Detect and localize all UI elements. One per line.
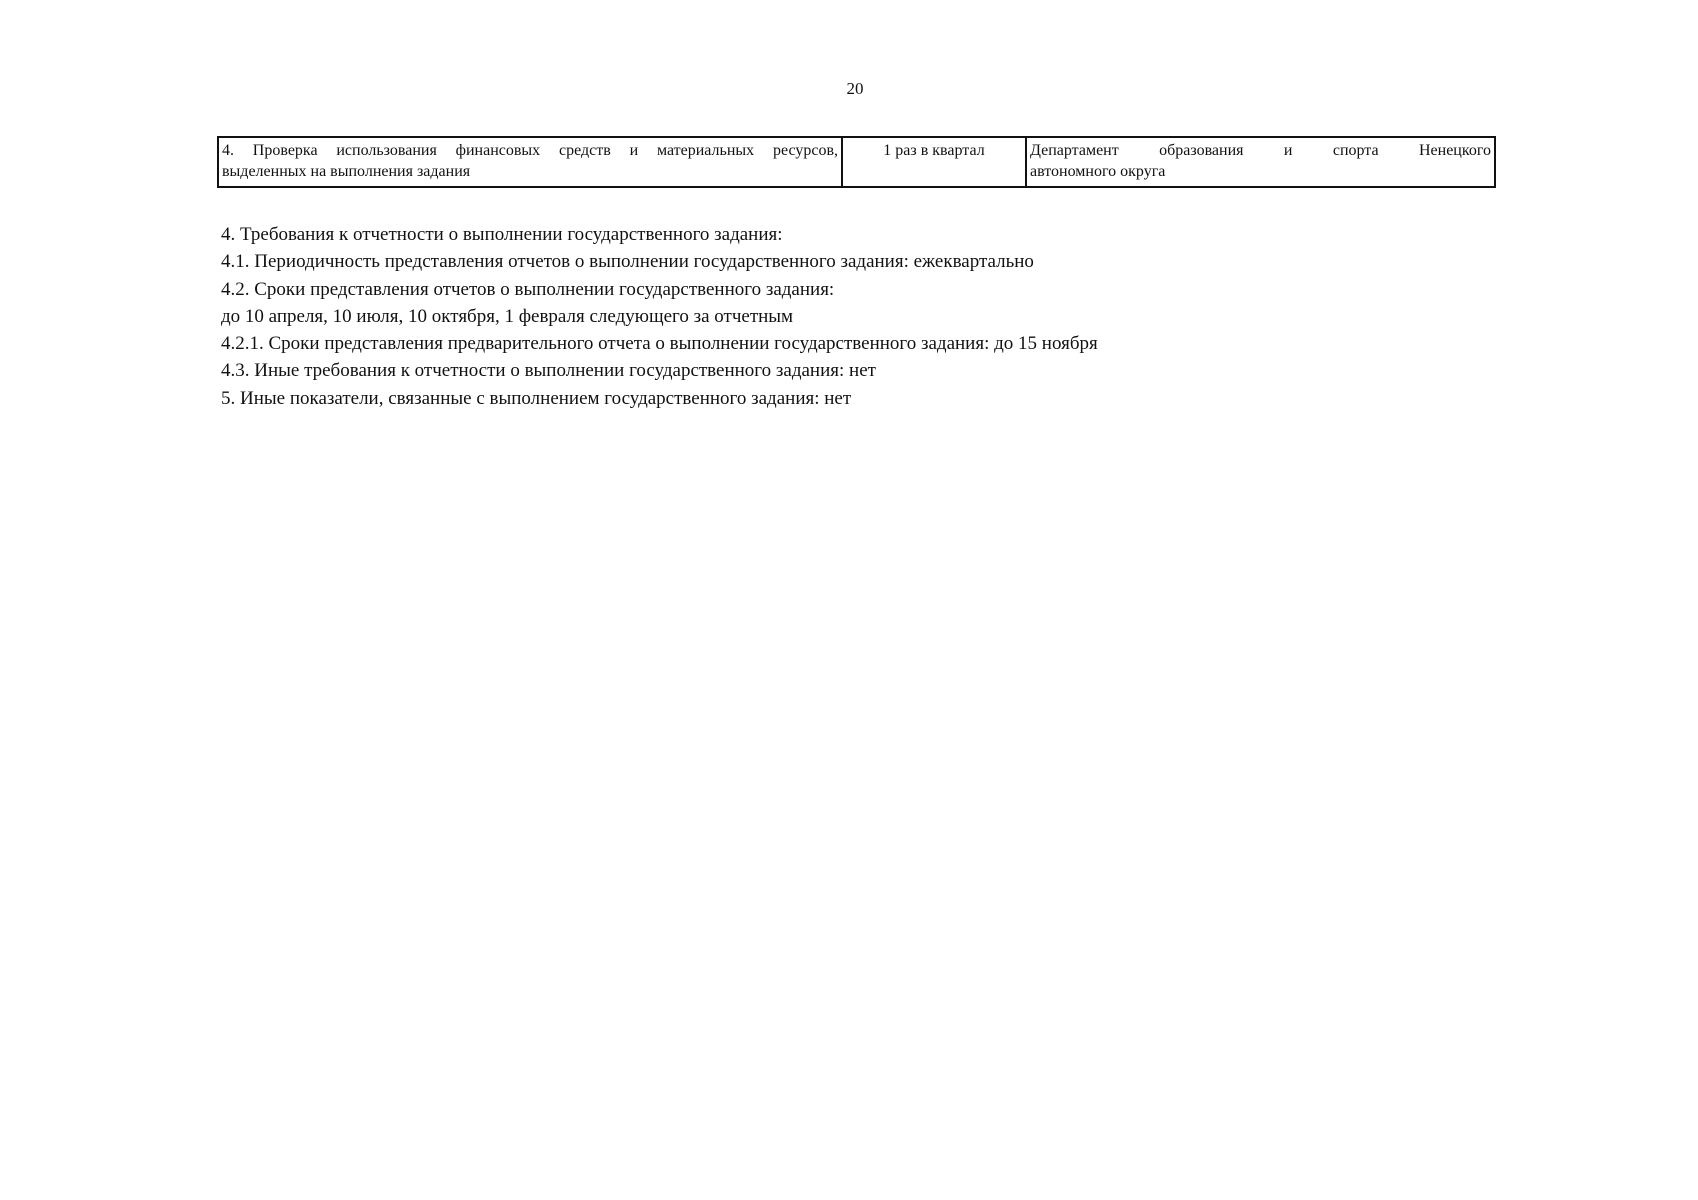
executive-body-line: автономного округа	[1030, 163, 1166, 180]
requirement-line: 5. Иные показатели, связанные с выполнением государственного задания: нет	[221, 387, 852, 409]
page-number: 20	[846, 79, 864, 98]
requirement-line: 4. Требования к отчетности о выполнении государственного задания:	[221, 224, 783, 245]
control-form-cell	[218, 137, 842, 187]
control-form-line: 4. Проверка использования финансовых средств и материальных ресурсов,	[222, 142, 838, 159]
table-row	[218, 137, 1495, 187]
control-table	[217, 136, 1496, 188]
control-form-line: выделенных на выполнения задания	[222, 163, 471, 180]
requirement-line: 4.1. Периодичность представления отчетов о выполнении государственного задания: ежеквартально	[221, 251, 1034, 273]
executive-body-cell	[1026, 137, 1495, 187]
periodicity-text: 1 раз в квартал	[883, 142, 985, 159]
periodicity-cell	[842, 137, 1026, 187]
requirement-line: 4.2. Сроки представления отчетов о выполнении государственного задания:	[221, 278, 835, 300]
reporting-requirements	[221, 221, 1481, 412]
executive-body-line: Департамент образования и спорта Ненецкого	[1030, 142, 1491, 159]
requirement-line: 4.2.1. Сроки представления предварительного отчета о выполнении государственного задания: до 15 ноября	[221, 333, 1098, 355]
requirement-line: до 10 апреля, 10 июля, 10 октября, 1 февраля следующего за отчетным	[221, 305, 794, 327]
requirement-line: 4.3. Иные требования к отчетности о выполнении государственного задания: нет	[221, 360, 876, 382]
